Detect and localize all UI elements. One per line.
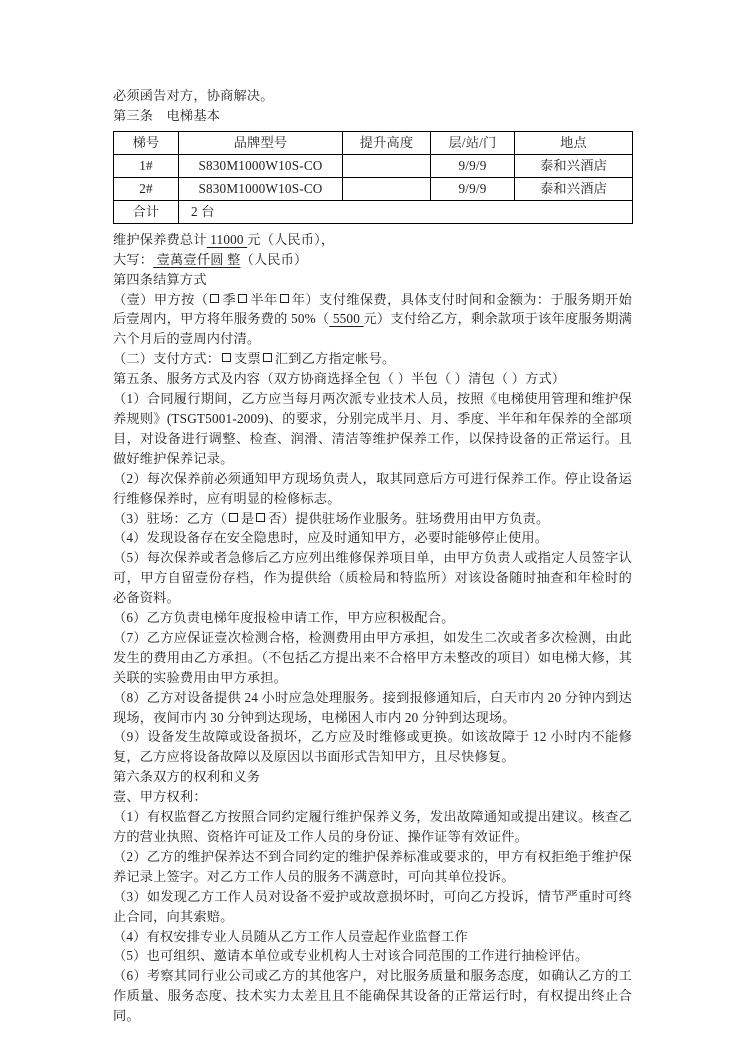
text-run: （5）每次保养或者急修后乙方应列出维修保养项目单，由甲方负责人或指定人员签字认可，甲方自留壹份存档，作为提供给（质检局和特监所）对该设备随时抽查和年检时的必备资料。 <box>113 550 632 606</box>
payment-method <box>113 349 632 369</box>
checkbox-quarterly-icon <box>210 294 219 303</box>
party-a-rights-heading <box>113 787 632 807</box>
service-item-8 <box>113 688 632 728</box>
text-run: 季 <box>222 291 237 307</box>
text-run: （3）如发现乙方工作人员对设备不爱护或故意损坏时，可向乙方投诉，情节严重时可终止合同，向其索赔。 <box>113 888 632 924</box>
column-header: 梯号 <box>114 131 179 154</box>
elevator-table-header-row <box>114 131 633 154</box>
elevator-cell: S830M1000W10S-CO <box>179 154 343 177</box>
elevator-cell: 泰和兴酒店 <box>515 177 633 200</box>
service-item-7 <box>113 628 632 688</box>
service-item-4 <box>113 528 632 548</box>
text-run: （壹）甲方按（ <box>113 291 209 307</box>
text-run: （9）设备发生故障或设备损坏，乙方应及时维修或更换。如该故障于 12 小时内不能修复，乙方应将设备故障以及原因以书面形式告知甲方，且尽快修复。 <box>113 729 632 765</box>
text-run: 元）支付给乙方，剩余款项于该年度服务期满六个月后的壹周内付清。 <box>113 311 633 347</box>
text-run: （二）支付方式： <box>113 351 221 367</box>
text-run: （8）乙方对设备提供 24 小时应急处理服务。接到报修通知后，白天市内 20 分钟内到达现场，夜间市内 30 分钟到达现场，电梯困人市内 20 分钟到达现场。 <box>113 689 632 725</box>
service-item-5 <box>113 548 632 608</box>
elevator-cell: 1# <box>114 154 179 177</box>
checkbox-cheque-icon <box>222 353 231 362</box>
elevator-table-head <box>114 131 633 154</box>
article4-heading <box>113 270 632 290</box>
elevator-cell: 9/9/9 <box>431 154 515 177</box>
party-a-right-6 <box>113 966 632 1026</box>
party-a-right-5 <box>113 946 632 966</box>
party-a-right-4 <box>113 927 632 947</box>
elevator-cell: S830M1000W10S-CO <box>179 177 343 200</box>
checkbox-onsite-yes-icon <box>229 513 238 522</box>
text-run: 第五条、服务方式及内容（双方协商选择全包（ ）半包（ ）清包（ ）方式） <box>113 371 566 387</box>
text-run: 支票 <box>234 351 261 367</box>
paragraph-intro: 必须函告对方，协商解决。 <box>113 88 274 103</box>
column-header: 层/站/门 <box>431 131 515 154</box>
elevator-table <box>113 131 633 224</box>
total-value: 2 台 <box>179 200 633 223</box>
fill-in-value: 壹萬壹仟圆 整 <box>153 251 241 267</box>
service-item-1 <box>113 389 632 469</box>
fill-in-value: 5500 <box>329 311 364 327</box>
text-run: （2）每次保养前必须通知甲方现场负责人，取其同意后方可进行保养工作。停止设备运行维修保养时，应有明显的检修标志。 <box>113 470 632 506</box>
article3-heading: 第三条 电梯基本 <box>113 107 221 123</box>
service-item-3 <box>113 509 632 529</box>
text-run: （2）乙方的维护保养达不到合同约定的维护保养标准或要求的，甲方有权拒绝于维护保养记录上签字。对乙方工作人员的服务不满意时，可向其单位投诉。 <box>113 848 632 884</box>
fee-total-line <box>113 230 632 250</box>
text-run: 是 <box>240 510 255 526</box>
column-header: 提升高度 <box>343 131 431 154</box>
column-header: 品牌型号 <box>179 131 343 154</box>
service-item-2 <box>113 469 632 509</box>
elevator-cell: 9/9/9 <box>431 177 515 200</box>
checkbox-annual-icon <box>280 294 289 303</box>
text-run: 否）提供驻场作业服务。驻场费用由甲方负责。 <box>268 510 550 526</box>
total-label: 合计 <box>114 200 179 223</box>
payment-terms <box>113 290 632 350</box>
party-a-right-3 <box>113 887 632 927</box>
elevator-total-row <box>114 200 633 223</box>
text-run: 元（人民币）， <box>247 231 335 247</box>
column-header: 地点 <box>515 131 633 154</box>
article6-heading <box>113 767 632 787</box>
fill-in-value: 11000 <box>206 231 248 247</box>
text-run: 维护保养费总计 <box>113 231 207 247</box>
service-item-9 <box>113 727 632 767</box>
service-item-6 <box>113 608 632 628</box>
text-run: （6）乙方负责电梯年度报检申请工作，甲方应积极配合。 <box>113 610 455 626</box>
text-run: 年）支付维保费，具体支付时间和金额为：于服务期开始后壹周内，甲方将年服务费的 50%（ <box>113 291 633 327</box>
text-run: （5）也可组织、邀请本单位或专业机构人士对该合同范围的工作进行抽检评估。 <box>113 948 589 964</box>
text-run: （3）驻场：乙方（ <box>113 510 227 526</box>
text-run: 第六条双方的权利和义务 <box>113 769 261 785</box>
fee-in-words-line <box>113 250 632 270</box>
text-run: 半年 <box>250 291 278 307</box>
elevator-cell: 泰和兴酒店 <box>515 154 633 177</box>
text-run: （1）有权监督乙方按照合同约定履行维护保养义务，发出故障通知或提出建议。核查乙方的营业执照、资格许可证及工作人员的身份证、操作证等有效证件。 <box>113 809 632 844</box>
elevator-row <box>114 177 633 200</box>
elevator-row <box>114 154 633 177</box>
elevator-cell: 2# <box>114 177 179 200</box>
article5-heading <box>113 369 632 389</box>
text-run: 大写： <box>113 251 154 267</box>
checkbox-semiannual-icon <box>238 294 247 303</box>
party-a-right-1 <box>113 807 632 847</box>
text-run: （6）考察其同行业公司或乙方的其他客户，对比服务质量和服务态度，如确认乙方的工作质量、服务态度、技术实力太差且且不能确保其设备的正常运行时，有权提出终止合同。 <box>113 968 632 1024</box>
checkbox-onsite-no-icon <box>256 513 265 522</box>
text-run: 壹、甲方权利： <box>113 789 207 805</box>
elevator-cell <box>343 177 431 200</box>
elevator-cell <box>343 154 431 177</box>
text-run: 汇到乙方指定帐号。 <box>274 351 396 367</box>
text-run: （7）乙方应保证壹次检测合格，检测费用由甲方承担，如发生二次或者多次检测，由此发生的费用由乙方承担。（不包括乙方提出来不合格甲方未整改的项目）如电梯大修，其关联的实验费用由甲方承担。 <box>113 629 632 685</box>
elevator-table-body <box>114 154 633 223</box>
document-body <box>113 86 632 1026</box>
party-a-right-2 <box>113 847 632 887</box>
paragraph-list <box>113 230 632 1026</box>
text-run: 第四条结算方式 <box>113 271 207 287</box>
text-run: （人民币） <box>240 251 308 267</box>
checkbox-bank-transfer-icon <box>263 353 272 362</box>
text-run: （1）合同履行期间，乙方应当每月两次派专业技术人员，按照《电梯使用管理和维护保养规则》(TSGT5001-2009)、的要求，分别完成半月、月、季度、半年和年保养的全部项目，对设备进行调整、检查、润滑、清洁等维护保养工作，以保持设备的正常运行。且做好维护保养记录。 <box>113 391 632 466</box>
text-run: （4）有权安排专业人员随从乙方工作人员壹起作业监督工作 <box>113 928 468 944</box>
text-run: （4）发现设备存在安全隐患时，应及时通知甲方，必要时能够停止使用。 <box>113 530 549 546</box>
